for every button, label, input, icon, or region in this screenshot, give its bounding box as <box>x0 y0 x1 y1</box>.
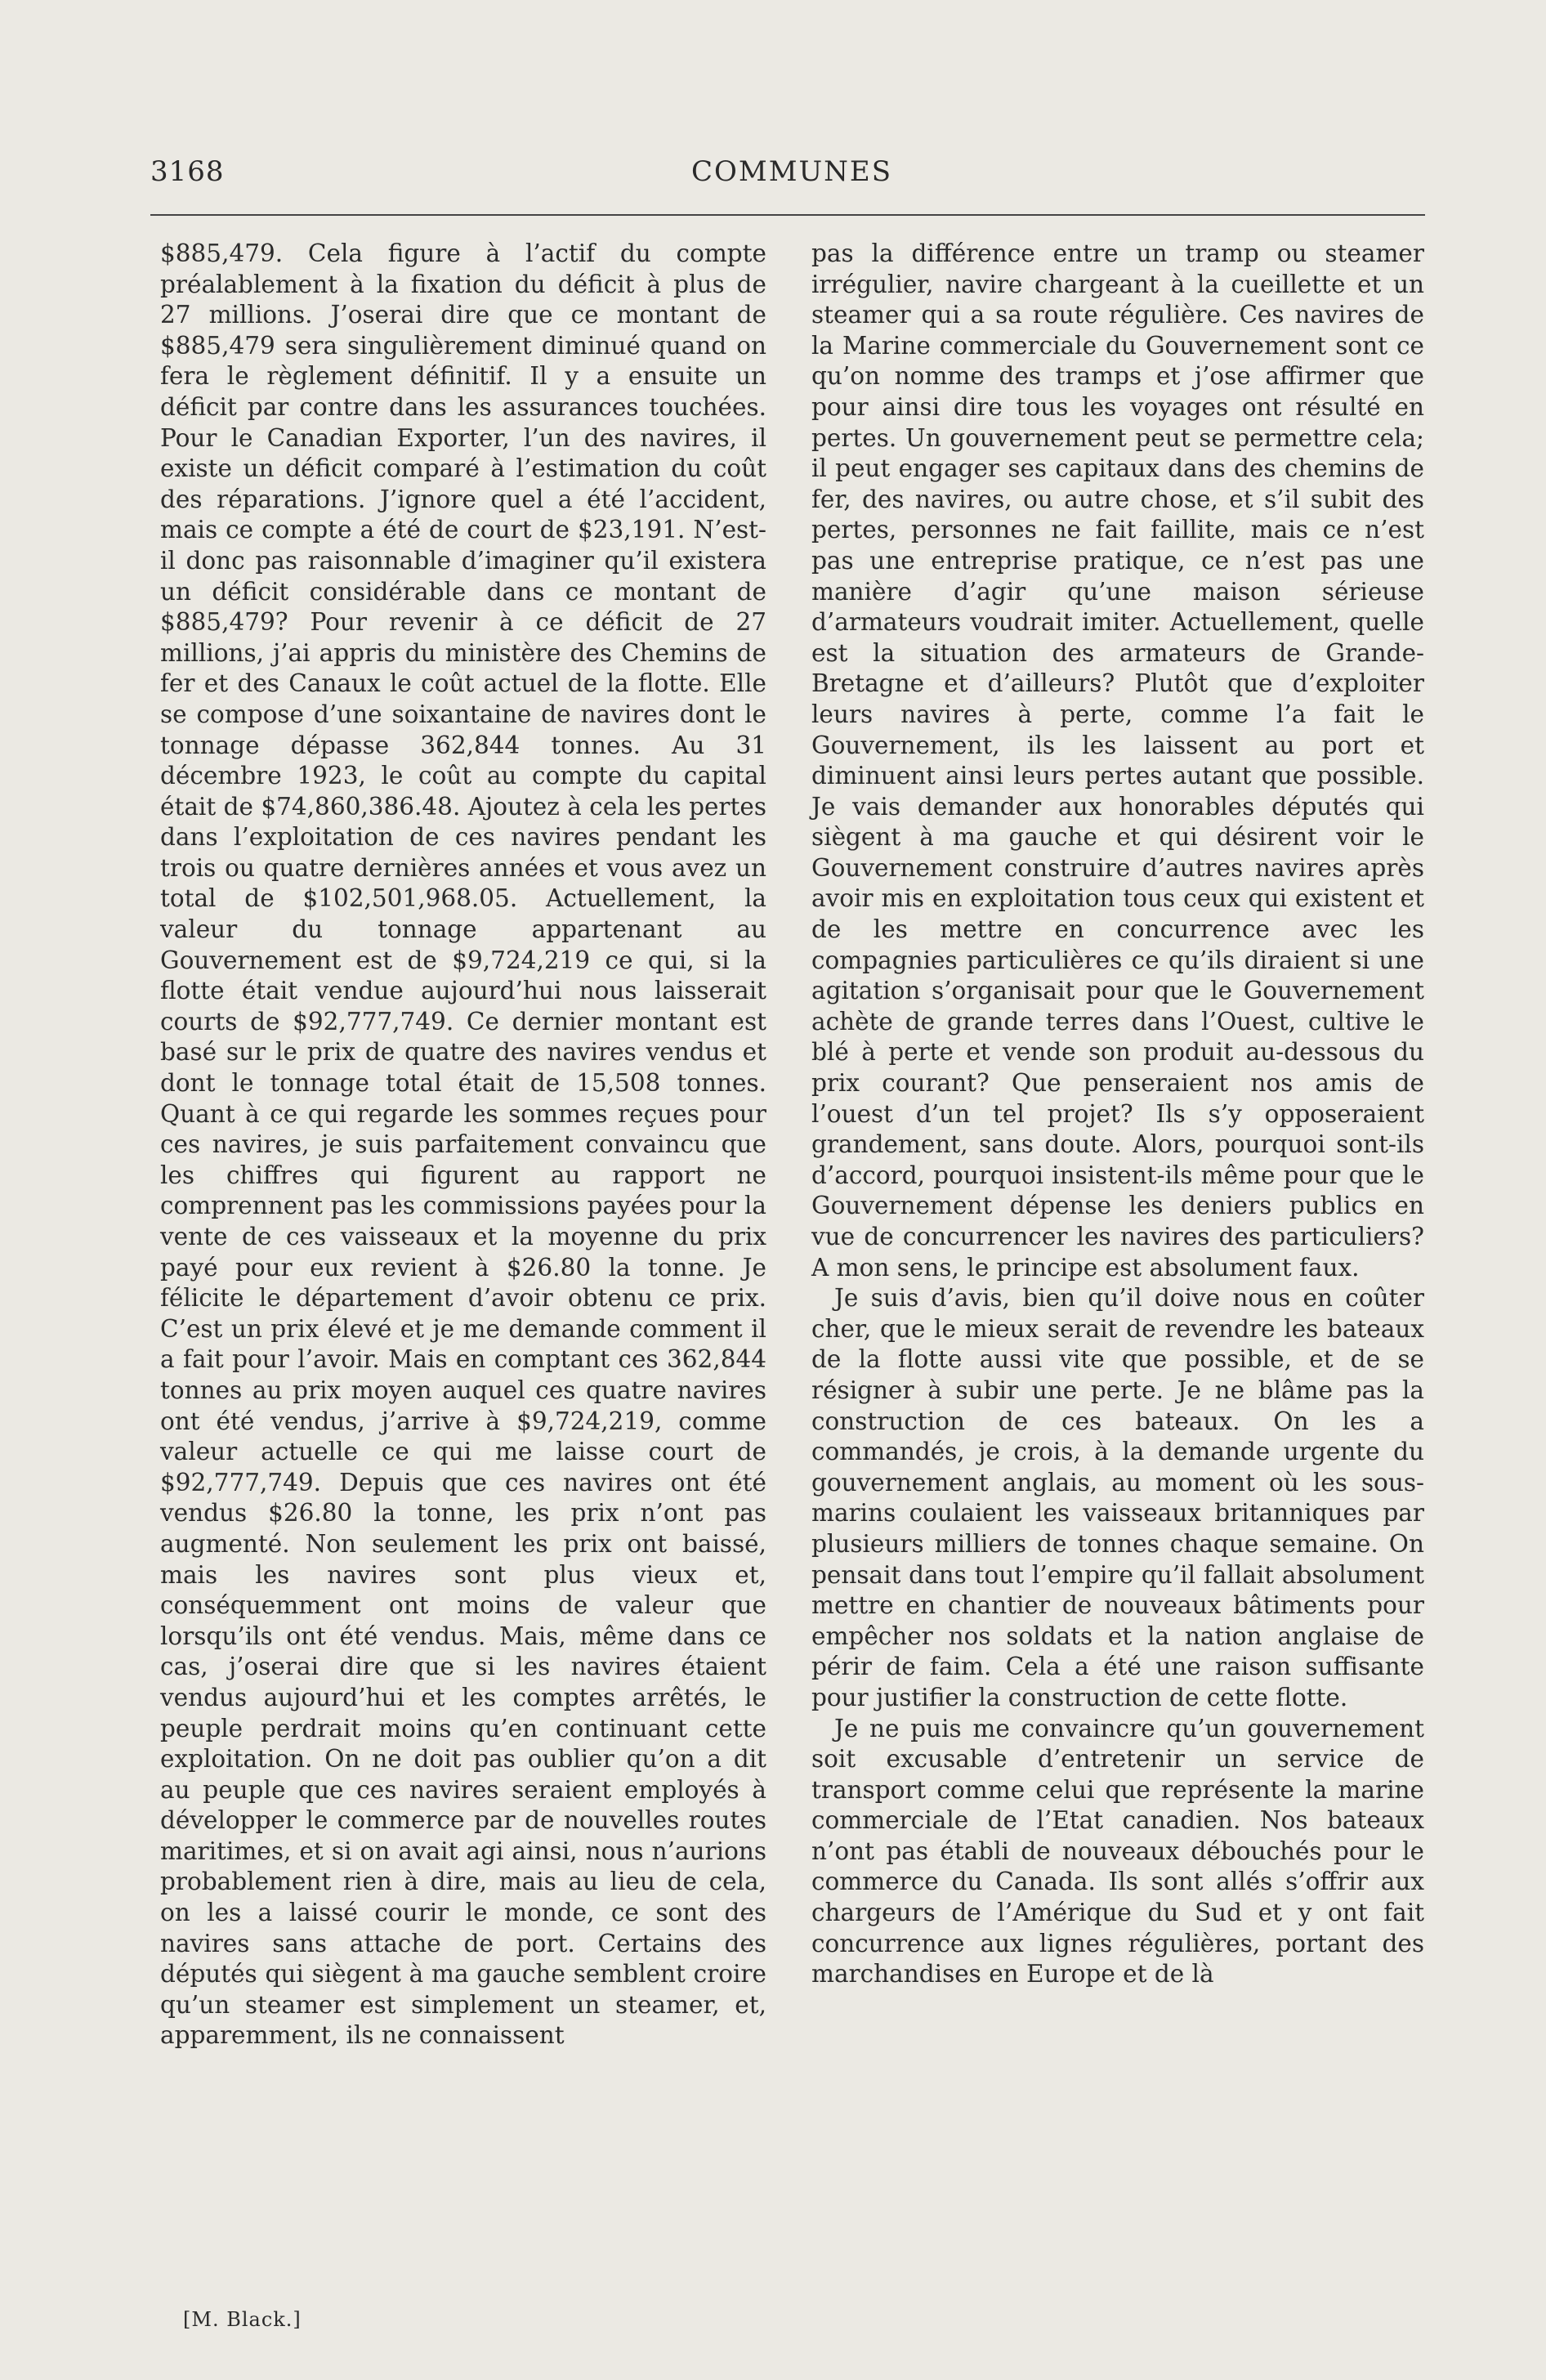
right-column <box>811 239 1424 1990</box>
running-title: COMMUNES <box>691 155 893 188</box>
right-paragraph-3: Je ne puis me convaincre qu’un gouvernement soit excusable d’entretenir un service de transport comme celui que représente la marine commerciale de l’Etat canadien. Nos bateaux n’ont pas établi de nouveaux débouchés pour le commerce du Canada. Ils sont allés s’offrir aux chargeurs de l’Amérique du Sud et y ont fait concurrence aux lignes régulières, portant des marchandises en Europe et de là <box>811 1714 1424 1989</box>
page-number: 3168 <box>150 155 225 188</box>
left-paragraph-1: $885,479. Cela figure à l’actif du compte préalablement à la fixation du déficit à plus de 27 millions. J’oserai dire que ce montant de $885,479 sera singulièrement diminué quand on fera le règlement définitif. Il y a ensuite un déficit par contre dans les assurances touchées. Pour le Canadian Exporter, l’un des navires, il existe un déficit comparé à l’estimation du coût des réparations. J’ignore quel a été l’accident, mais ce compte a été de court de $23,191. N’est-il donc pas raisonnable d’imaginer qu’il existera un déficit considérable dans ce montant de $885,479? Pour revenir à ce déficit de 27 millions, j’ai appris du ministère des Chemins de fer et des Canaux le coût actuel de la flotte. Elle se compose d’une soixantaine de navires dont le tonnage dépasse 362,844 tonnes. Au 31 décembre 1923, le coût au compte du capital était de $74,860,386.48. Ajoutez à cela les pertes dans l’exploitation de ces navires pendant les trois ou quatre dernières années et vous avez un total de $102,501,968.05. Actuellement, la valeur du tonnage appartenant au Gouvernement est de $9,724,219 ce qui, si la flotte était vendue aujourd’hui nous laisserait courts de $92,777,749. Ce dernier montant est basé sur le prix de quatre des navires vendus et dont le tonnage total était de 15,508 tonnes. Quant à ce qui regarde les sommes reçues pour ces navires, je suis parfaitement convaincu que les chiffres qui figurent au rapport ne comprennent pas les commissions payées pour la vente de ces vaisseaux et la moyenne du prix payé pour eux revient à $26.80 la tonne. Je félicite le département d’avoir obtenu ce prix. C’est un prix élevé et je me demande comment il a fait pour l’avoir. Mais en comptant ces 362,844 tonnes au prix moyen auquel ces quatre navires ont été vendus, j’arrive à $9,724,219, comme valeur actuelle ce qui me laisse court de $92,777,749. Depuis que ces navires ont été vendus $26.80 la tonne, les prix n’ont pas augmenté. Non seulement les prix ont baissé, mais les navires sont plus vieux et, conséquemment ont moins de valeur que lorsqu’ils ont été vendus. Mais, même dans ce cas, j’oserai dire que si les navires étaient vendus aujourd’hui et les comptes arrêtés, le peuple perdrait moins qu’en continuant cette exploitation. On ne doit pas oublier qu’on a dit au peuple que ces navires seraient employés à développer le commerce par de nouvelles routes maritimes, et si on avait agi ainsi, nous n’aurions probablement rien à dire, mais au lieu de cela, on les a laissé courir le monde, ce sont des navires sans attache de port. Certains des députés qui siègent à ma gauche semblent croire qu’un steamer est simplement un steamer, et, apparemment, ils ne connaissent <box>160 239 766 2050</box>
page-header <box>0 155 1546 196</box>
left-column <box>160 239 766 2051</box>
right-paragraph-1: pas la différence entre un tramp ou steamer irrégulier, navire chargeant à la cueillette et un steamer qui a sa route régulière. Ces navires de la Marine commerciale du Gouvernement sont ce qu’on nomme des tramps et j’ose affirmer que pour ainsi dire tous les voyages ont résulté en pertes. Un gouvernement peut se permettre cela; il peut engager ses capitaux dans des chemins de fer, des navires, ou autre chose, et s’il subit des pertes, personnes ne fait faillite, mais ce n’est pas une entreprise pratique, ce n’est pas une manière d’agir qu’une maison sérieuse d’armateurs voudrait imiter. Actuellement, quelle est la situation des armateurs de Grande-Bretagne et d’ailleurs? Plutôt que d’exploiter leurs navires à perte, comme l’a fait le Gouvernement, ils les laissent au port et diminuent ainsi leurs pertes autant que possible. Je vais demander aux honorables députés qui siègent à ma gauche et qui désirent voir le Gouvernement construire d’autres navires après avoir mis en exploitation tous ceux qui existent et de les mettre en concurrence avec les compagnies particulières ce qu’ils diraient si une agitation s’organisait pour que le Gouvernement achète de grande terres dans l’Ouest, cultive le blé à perte et vende son produit au-dessous du prix courant? Que penseraient nos amis de l’ouest d’un tel projet? Ils s’y opposeraient grandement, sans doute. Alors, pourquoi sont-ils d’accord, pourquoi insistent-ils même pour que le Gouvernement dépense les deniers publics en vue de concurrencer les navires des particuliers? A mon sens, le principe est absolument faux. <box>811 239 1424 1282</box>
right-paragraph-2: Je suis d’avis, bien qu’il doive nous en coûter cher, que le mieux serait de revendre les bateaux de la flotte aussi vite que possible, et de se résigner à subir une perte. Je ne blâme pas la construction de ces bateaux. On les a commandés, je crois, à la demande urgente du gouvernement anglais, au moment où les sous-marins coulaient les vaisseaux britanniques par plusieurs milliers de tonnes chaque semaine. On pensait dans tout l’empire qu’il fallait absolument mettre en chantier de nouveaux bâtiments pour empêcher nos soldats et la nation anglaise de périr de faim. Cela a été une raison suffisante pour justifier la construction de cette flotte. <box>811 1284 1424 1711</box>
header-rule <box>150 214 1425 216</box>
speaker-attribution: [M. Black.] <box>183 2308 302 2331</box>
